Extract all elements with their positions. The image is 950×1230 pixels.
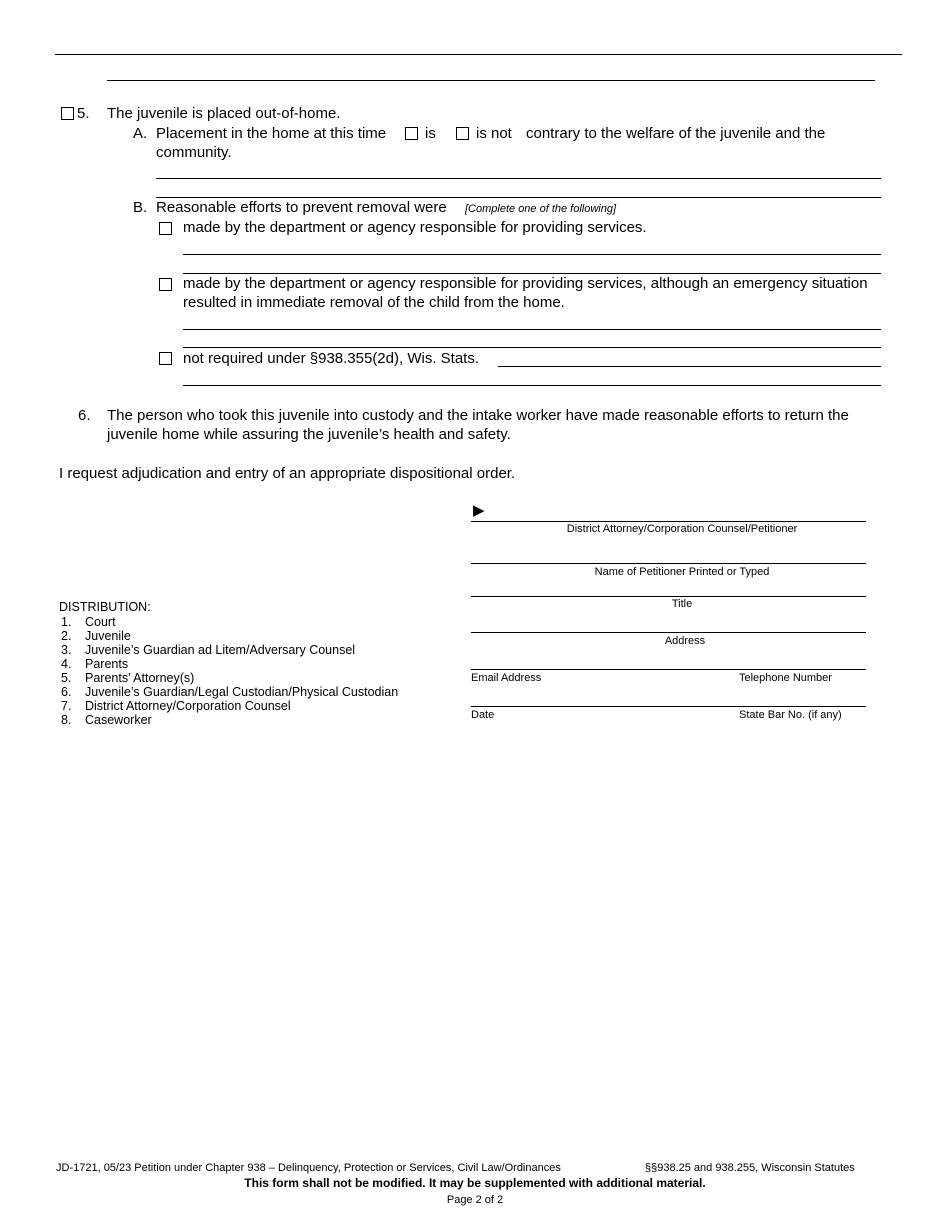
item6-number: 6. xyxy=(78,407,91,424)
list-item-label: Juvenile’s Guardian ad Litem/Adversary Counsel xyxy=(85,643,356,657)
item5a-text: Placement in the home at this time xyxy=(156,125,387,142)
emergency-label: made by the department or agency responsible for providing services, although an emergency situation xyxy=(183,275,868,292)
title-label: Title xyxy=(671,598,693,610)
list-item xyxy=(61,713,152,727)
list-item-label: Court xyxy=(85,615,116,629)
top-rule xyxy=(55,54,902,55)
item5b-instruction: [Complete one of the following] xyxy=(465,203,617,215)
item5a-fill-line-1[interactable] xyxy=(156,178,881,179)
list-item-number: 6. xyxy=(61,685,72,699)
list-item xyxy=(61,685,398,699)
email-label: Email Address xyxy=(471,672,542,684)
item6-line2: juvenile home while assuring the juvenile’s health and safety. xyxy=(107,426,511,443)
item5b-text: Reasonable efforts to prevent removal were xyxy=(156,199,447,216)
list-item-label: Juvenile xyxy=(85,629,131,643)
item5a-letter: A. xyxy=(133,125,148,142)
list-item-number: 5. xyxy=(61,671,72,685)
name-line[interactable] xyxy=(471,563,866,564)
not-required-line-2[interactable] xyxy=(183,385,881,386)
list-item xyxy=(61,629,131,643)
petitioner-label: District Attorney/Corporation Counsel/Petitioner xyxy=(566,523,798,535)
item6-line1: The person who took this juvenile into custody and the intake worker have made reasonable efforts to return the xyxy=(107,407,849,424)
list-item xyxy=(61,699,291,713)
not-required-label: not required under §938.355(2d), Wis. Stats. xyxy=(183,350,480,367)
email-phone-line[interactable] xyxy=(471,669,866,670)
item5-checkbox[interactable] xyxy=(61,107,74,120)
efforts-made-checkbox[interactable] xyxy=(159,222,172,235)
item5-number: 5. xyxy=(77,105,90,122)
list-item-number: 2. xyxy=(61,629,72,643)
is-not-checkbox[interactable] xyxy=(456,127,469,140)
emergency-label-line2: resulted in immediate removal of the child from the home. xyxy=(183,294,565,311)
signature-marker-icon: ▶ xyxy=(473,502,485,519)
name-label: Name of Petitioner Printed or Typed xyxy=(594,566,770,578)
not-required-line-1[interactable] xyxy=(498,366,881,367)
list-item-label: Juvenile’s Guardian/Legal Custodian/Physical Custodian xyxy=(85,685,399,699)
list-item-number: 4. xyxy=(61,657,72,671)
efforts-made-line-1[interactable] xyxy=(183,254,881,255)
emergency-line-2[interactable] xyxy=(183,347,881,348)
list-item-number: 8. xyxy=(61,713,72,727)
list-item xyxy=(61,657,128,671)
list-item xyxy=(61,671,194,685)
is-label: is xyxy=(425,125,436,142)
bar-label: State Bar No. (if any) xyxy=(739,709,842,721)
page-number: Page 2 of 2 xyxy=(446,1194,504,1206)
list-item xyxy=(61,615,116,629)
item5a-rest: contrary to the welfare of the juvenile and the xyxy=(526,125,826,142)
list-item-number: 3. xyxy=(61,643,72,657)
footer-statutes: §§938.25 and 938.255, Wisconsin Statutes xyxy=(645,1162,855,1174)
is-checkbox[interactable] xyxy=(405,127,418,140)
date-bar-line[interactable] xyxy=(471,706,866,707)
list-item xyxy=(61,643,355,657)
address-line[interactable] xyxy=(471,632,866,633)
item5b-letter: B. xyxy=(133,199,148,216)
not-required-checkbox[interactable] xyxy=(159,352,172,365)
emergency-checkbox[interactable] xyxy=(159,278,172,291)
footer-form-id: JD-1721, 05/23 Petition under Chapter 938 – Delinquency, Protection or Services, Civil Law/Ordinances xyxy=(56,1162,561,1174)
list-item-label: Parents’ Attorney(s) xyxy=(85,671,195,685)
list-item-label: Parents xyxy=(85,657,129,671)
footer-notice: This form shall not be modified. It may be supplemented with additional material. xyxy=(244,1176,706,1190)
continuation-line xyxy=(107,80,875,81)
list-item-number: 1. xyxy=(61,615,72,629)
item5-text: The juvenile is placed out-of-home. xyxy=(107,105,341,122)
date-label: Date xyxy=(471,709,495,721)
list-item-label: Caseworker xyxy=(85,713,152,727)
list-item-label: District Attorney/Corporation Counsel xyxy=(85,699,291,713)
is-not-label: is not xyxy=(476,125,512,142)
request-statement: I request adjudication and entry of an appropriate dispositional order. xyxy=(59,465,516,482)
list-item-number: 7. xyxy=(61,699,72,713)
distribution-heading: DISTRIBUTION: xyxy=(59,600,151,614)
phone-label: Telephone Number xyxy=(739,672,832,684)
address-label: Address xyxy=(664,635,706,647)
item5a-rest-line2: community. xyxy=(156,144,232,161)
efforts-made-label: made by the department or agency responsible for providing services. xyxy=(183,219,647,236)
emergency-line-1[interactable] xyxy=(183,329,881,330)
